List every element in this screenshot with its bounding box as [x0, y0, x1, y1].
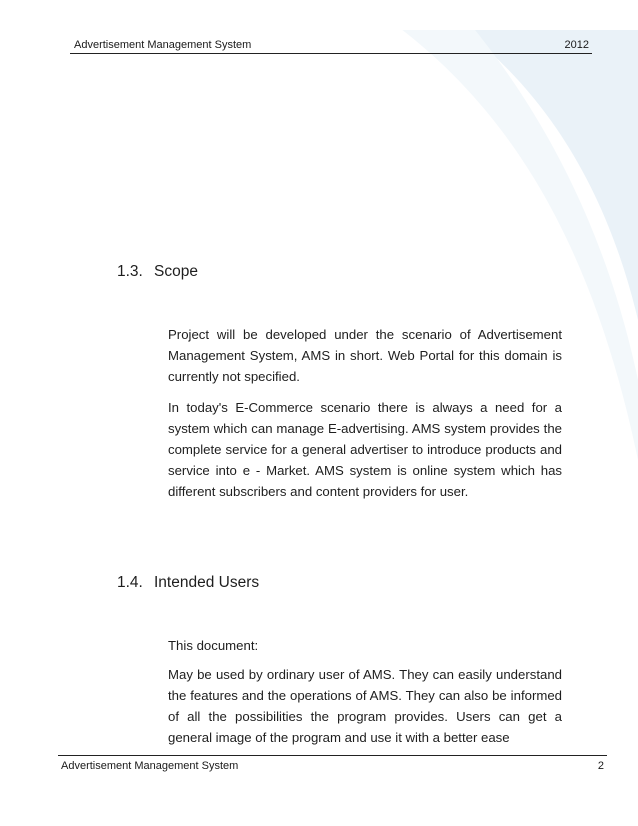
page-footer [58, 755, 607, 775]
section-number: 1.3. [117, 263, 143, 280]
header-title: Advertisement Management System [74, 39, 252, 51]
section-title: Intended Users [154, 574, 260, 591]
section-heading-scope [117, 263, 198, 281]
intended-users-paragraph-2: May be used by ordinary user of AMS. They can easily understand the features and the operations of AMS. They can also be informed of all the possibilities the program provides. Users can get a general image of the program and use it with a better ease [168, 667, 562, 745]
scope-paragraph-2: In today's E-Commerce scenario there is always a need for a system which can manage E-advertising. AMS system provides the complete service for a general advertiser to introduce products and service into e - Market. AMS system is online system which has different subscribers and content providers for user. [168, 400, 562, 499]
scope-paragraph-1: Project will be developed under the scenario of Advertisement Management System, AMS in short. Web Portal for this domain is currently not specified. [168, 327, 562, 384]
page-header [70, 34, 592, 54]
footer-title: Advertisement Management System [61, 760, 239, 772]
section-number: 1.4. [117, 574, 143, 591]
intended-users-paragraph-1: This document: [168, 638, 259, 653]
section-title: Scope [154, 263, 198, 280]
footer-page-number: 2 [597, 760, 604, 772]
section-heading-intended-users [117, 574, 259, 592]
header-year: 2012 [564, 39, 589, 51]
top-margin [0, 0, 638, 30]
bottom-margin [0, 790, 638, 826]
